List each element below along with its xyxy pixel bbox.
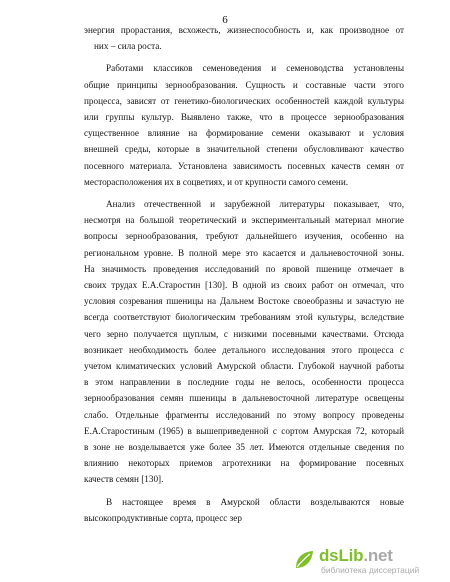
text-line: На значимость проведения исследований по яровой пшенице отмечает в [84, 263, 404, 274]
text-line: Анализ отечественной и зарубежной литературы показывает, что, [106, 199, 404, 210]
text-line: в этом направлении в последние годы не велось, особенности процесса [84, 377, 404, 388]
text-line: высокопродуктивные сорта, процесс зер [84, 512, 242, 523]
text-line: учетом климатических условий Амурской области. Глубокой научной работы [84, 361, 404, 372]
text-line: условия созревания пшеницы на Дальнем Востоке своеобразны и зачастую не [84, 296, 404, 307]
text-line: влиянию некоторых приемов агротехники на формирование посевных [84, 458, 404, 469]
text-line: Е.А.Старостиным (1965) в вышеприведенной с сортом Амурская 72, который [84, 425, 404, 436]
text-line: слабо. Отдельные фрагменты исследований по этому вопросу проведены [84, 409, 404, 420]
text-line: зернообразования семян пшеницы в дальневосточной литературе освещены [84, 393, 404, 404]
dslib-watermark [292, 546, 442, 576]
text-line: качеств семян [130]. [84, 474, 164, 485]
text-line: чего зерно получается щуплым, с низкими посевными качествами. Отсюда [84, 328, 404, 339]
document-body [84, 22, 404, 526]
text-line: существенное влияние на формирование семени оказывают и условия [84, 128, 404, 139]
text-line: Работами классиков семеноведения и семеноводства установлены [106, 63, 404, 74]
text-line: энергия прорастания, всхожесть, жизнеспособность и, как производное от [84, 25, 404, 35]
text-line: всегда соответствуют биологическим требованиям этой культуры, вследствие [84, 312, 404, 323]
paragraph [84, 196, 404, 488]
page-number: 6 [222, 14, 228, 26]
text-line: в зоне не возделывается уже более 35 лет. Имеются отдельные сведения по [84, 442, 404, 453]
text-line: своих трудах Е.А.Старостин [130]. В одной из своих работ он отмечал, что [84, 280, 404, 291]
paragraph [84, 60, 404, 190]
text-line: региональном уровне. В полной мере это касается и дальневосточной зоны. [84, 247, 404, 258]
watermark-brand-suffix: .net [363, 546, 393, 565]
text-line: или группы культур. Выявлено также, что в процессе зернообразования [84, 112, 404, 123]
watermark-subtitle: библиотека диссертаций [321, 565, 420, 575]
text-line: внешней среды, которые в значительной степени обусловливают качество [84, 144, 404, 155]
text-line: них – сила роста. [94, 41, 162, 52]
text-line: общие принципы зернообразования. Сущность и составные части этого [84, 79, 404, 90]
text-line: возникает необходимость более детального исследования этого процесса с [84, 344, 404, 355]
paragraph [84, 494, 404, 526]
text-line: В настоящее время в Амурской области возделываются новые [106, 496, 404, 507]
text-line: процесса, зависят от генетико-биологических особенностей каждой культуры [84, 95, 404, 106]
watermark-brand [319, 546, 393, 566]
text-line: посевного материала. Установлена зависимость посевных качеств семян от [84, 160, 404, 171]
leaf-logo-icon [292, 548, 316, 572]
text-line: вопросы зернообразования, требуют дальнейшего изучения, особенно на [84, 231, 404, 242]
text-line: несмотря на большой теоретический и экспериментальный материал многие [84, 215, 404, 226]
text-line: месторасположения их в соцветиях, и от крупности самого семени. [84, 176, 349, 187]
paragraph [84, 22, 404, 54]
watermark-brand-main: dsLib [319, 546, 364, 565]
